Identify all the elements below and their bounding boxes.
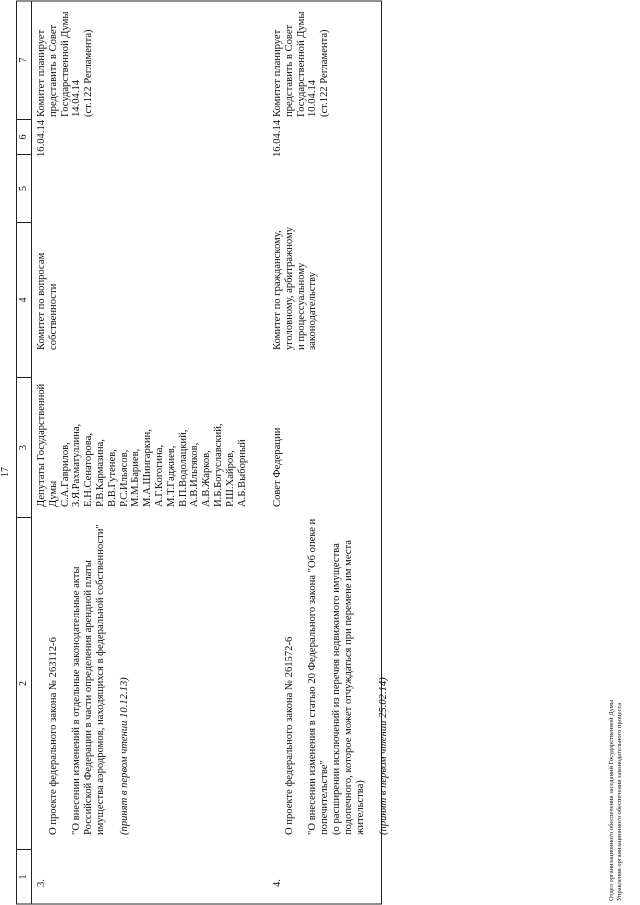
bill-initiator: Депутаты Государственной Думы С.А.Гаврилов, З.Я.Рахматуллина, Е.Н.Сенаторова, Р.В.Кармазина, В.В.Гутенев, Р.С.Ильясов, М.М.Бариев, М.А.Шингаркин, А.Г.Когогина, М.Т.Гаджиев, В.П.Водолацкий, А.В.Ильтяков, А.В.Жарков, И.Б.Богуславский, Р.Ш.Хайров, А.Б.Выборный xyxy=(36,383,248,507)
bill-intro: О проекте федерального закона № 263112-6 xyxy=(47,637,59,835)
bill-title: "О внесении изменений в отдельные законодательные акты Российской Федерации в части определения арендной платы имущества аэродромов, находящихся в федеральной собственности" xyxy=(71,524,106,835)
col-header-5: 5 xyxy=(18,186,29,191)
col-header-4: 4 xyxy=(18,297,29,303)
bill-status xyxy=(378,515,390,835)
bill-status xyxy=(119,515,131,835)
col-header-2: 2 xyxy=(18,681,29,686)
bill-intro: О проекте федерального закона № 261572-6 xyxy=(283,636,295,835)
bill-status-text: (принят в первом чтении 25.02.14) xyxy=(378,677,390,835)
row-number: 4. xyxy=(272,879,283,887)
planned-submission-note: Комитет планирует представить в Совет Государственной Думы 14.04.14 (ст.122 Регламента) xyxy=(36,11,95,117)
bill-title: "О внесении изменения в статью 20 Федерального закона "Об опеке и попечительстве" (о расширении исключений из перечня недвижимого имущества подопечного, которое может отчуждаться при перемене им места жительства) xyxy=(307,518,366,835)
row-number: 3. xyxy=(36,879,47,887)
bill-initiator: Совет Федерации xyxy=(272,427,283,507)
col-header-3: 3 xyxy=(18,445,29,450)
consideration-date: 16.04.14 xyxy=(36,119,47,157)
responsible-committee: Комитет по гражданскому, уголовному, арбитражному и процессуальному законодательству xyxy=(272,226,319,350)
col-header-6: 6 xyxy=(18,134,29,140)
footer-line-1: Отдел организационного обеспечения заседаний Государственной Думы xyxy=(608,699,615,901)
planned-submission-note: Комитет планирует представить в Совет Государственной Думы 10.04.14 (ст.122 Регламента) xyxy=(272,11,331,117)
footer-line-2: Управления организационного обеспечения законодательного процесса xyxy=(616,702,623,901)
responsible-committee: Комитет по вопросам собственности xyxy=(36,252,59,350)
consideration-date: 16.04.14 xyxy=(272,119,283,157)
col-header-1: 1 xyxy=(18,874,29,880)
bill-description xyxy=(272,515,402,835)
page-number: 17 xyxy=(0,467,11,477)
bill-description xyxy=(36,515,142,835)
bill-status-text: (принят в первом чтении 10.12.13) xyxy=(118,677,130,835)
col-header-7: 7 xyxy=(18,57,29,63)
